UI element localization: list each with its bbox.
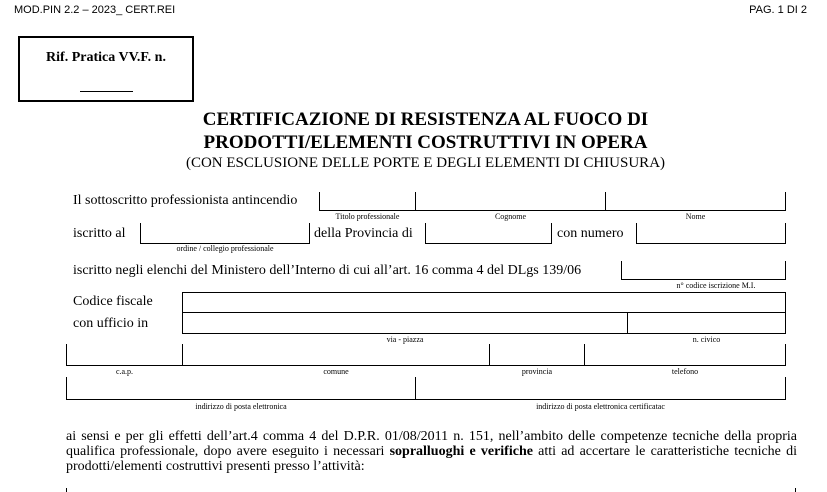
- caption-email: indirizzo di posta elettronica: [195, 402, 287, 411]
- ufficio-label: con ufficio in: [73, 316, 149, 331]
- caption-cap: c.a.p.: [115, 367, 134, 376]
- email-field[interactable]: [66, 377, 416, 400]
- reference-box: [18, 36, 194, 102]
- numero-civico-field[interactable]: [627, 312, 786, 334]
- numero-label: con numero: [557, 226, 624, 241]
- provincia-label: della Provincia di: [314, 226, 413, 241]
- bottom-mark-left: [66, 488, 67, 492]
- caption-telefono: telefono: [671, 367, 699, 376]
- telefono-field[interactable]: [584, 344, 786, 366]
- professional-title-field[interactable]: [319, 192, 416, 211]
- name-field[interactable]: [605, 192, 786, 211]
- caption-nome: Nome: [685, 212, 706, 221]
- ordine-collegio-field[interactable]: [140, 223, 310, 244]
- ministero-label: iscritto negli elenchi del Ministero dell’Interno di cui all’art. 16 comma 4 del DLgs 139/06: [73, 263, 582, 278]
- codice-fiscale-field[interactable]: [182, 292, 786, 313]
- body-paragraph: ai sensi e per gli effetti dell’art.4 comma 4 del D.P.R. 01/08/2011 n. 151, nell’ambito delle competenze tecniche della propria qualifica professionale, dopo avere eseguito i necessari sopralluoghi e verifiche atti ad accertare le caratteristiche tecniche di prodotti/elementi costruttivi presenti presso l’attività:: [66, 429, 797, 474]
- iscritto-label: iscritto al: [73, 226, 126, 241]
- comune-field[interactable]: [182, 344, 490, 366]
- professional-label: Il sottoscritto professionista antincendio: [73, 193, 298, 208]
- bottom-mark-right: [795, 488, 796, 492]
- title-line-1: CERTIFICAZIONE DI RESISTENZA AL FUOCO DI: [202, 109, 649, 130]
- provincia-sede-field[interactable]: [489, 344, 585, 366]
- reference-number-field[interactable]: [80, 90, 133, 92]
- page-indicator: PAG. 1 DI 2: [749, 4, 807, 16]
- body-bold-text: sopralluoghi e verifiche: [389, 444, 533, 459]
- caption-pec: indirizzo di posta elettronica certificatac: [536, 402, 665, 411]
- form-code: MOD.PIN 2.2 – 2023_ CERT.REI: [14, 4, 176, 16]
- cap-field[interactable]: [66, 344, 183, 366]
- via-piazza-field[interactable]: [182, 312, 628, 334]
- caption-via-piazza: via - piazza: [386, 335, 424, 344]
- subtitle: (CON ESCLUSIONE DELLE PORTE E DEGLI ELEMENTI DI CHIUSURA): [185, 155, 666, 171]
- codice-fiscale-label: Codice fiscale: [73, 294, 153, 309]
- caption-cognome: Cognome: [494, 212, 527, 221]
- caption-provincia: provincia: [521, 367, 553, 376]
- title-line-2: PRODOTTI/ELEMENTI COSTRUTTIVI IN OPERA: [203, 132, 648, 153]
- caption-comune: comune: [323, 367, 349, 376]
- caption-civico: n. civico: [692, 335, 721, 344]
- surname-field[interactable]: [415, 192, 606, 211]
- numero-field[interactable]: [636, 223, 786, 244]
- pec-field[interactable]: [415, 377, 786, 400]
- provincia-field[interactable]: [425, 223, 552, 244]
- caption-codice-iscrizione: n° codice iscrizione M.I.: [676, 281, 756, 290]
- codice-iscrizione-field[interactable]: [621, 261, 786, 280]
- caption-ordine: ordine / collegio professionale: [176, 244, 274, 253]
- reference-label: Rif. Pratica VV.F. n.: [46, 50, 166, 65]
- caption-titolo: Titolo professionale: [335, 212, 400, 221]
